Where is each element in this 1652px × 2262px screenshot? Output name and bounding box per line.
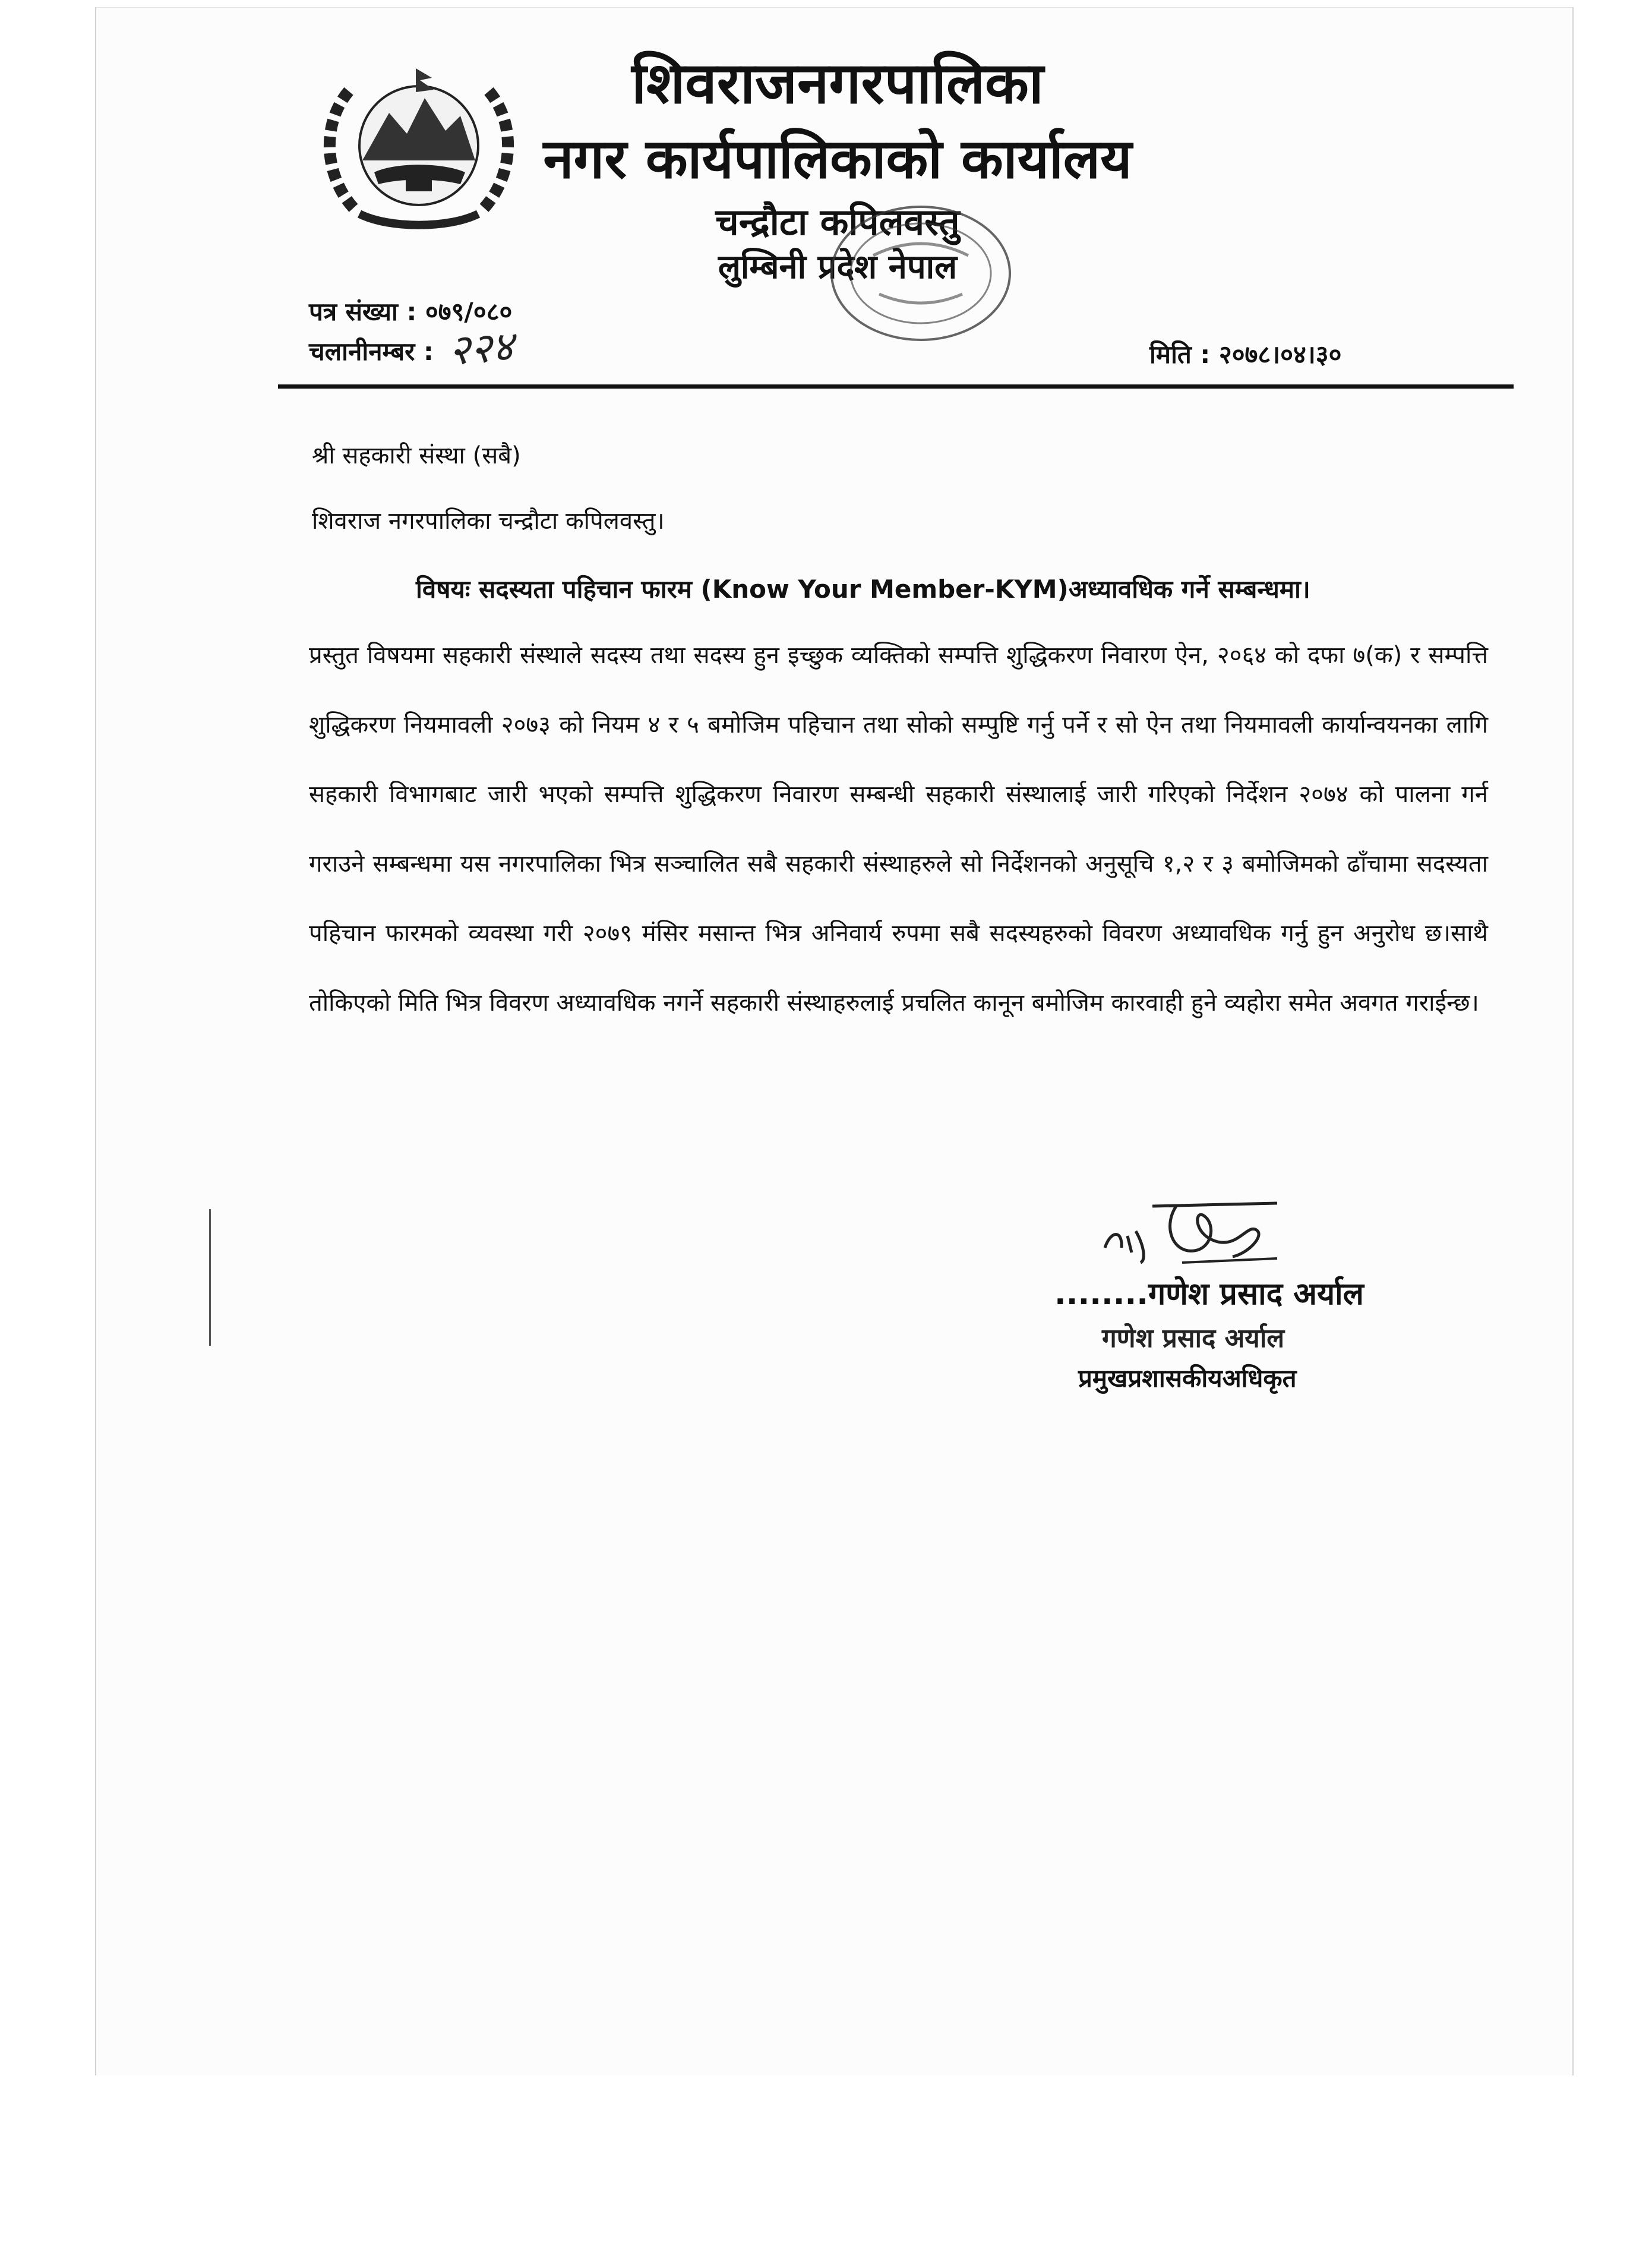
recipient-line-1: श्री सहकारी संस्था (सबै) bbox=[312, 442, 521, 469]
date-label: मिति : bbox=[1149, 340, 1211, 369]
signatory-stamp-text: गणेश प्रसाद अर्याल bbox=[1102, 1323, 1285, 1354]
official-stamp-icon bbox=[814, 190, 1028, 357]
letter-number-value: ०७९/०८० bbox=[425, 297, 513, 326]
letter-body: प्रस्तुत विषयमा सहकारी संस्थाले सदस्य तथा सदस्य हुन इच्छुक व्यक्तिको सम्पत्ति शुद्धिकरण निवारण ऐन, २०६४ को दफा ७(क) र सम्पत्ति शुद्धिकरण नियमावली २०७३ को नियम ४ र ५ बमोजिम पहिचान तथा सोको सम्पुष्टि गर्नु पर्ने र सो ऐन तथा नियमावली कार्यान्वयनका लागि सहकारी विभागबाट जारी भएको सम्पत्ति शुद्धिकरण निवारण सम्बन्धी सहकारी संस्थालाई जारी गरिएको निर्देशन २०७४ को पालना गर्न गराउने सम्बन्धमा यस नगरपालिका भित्र सञ्चालित सबै सहकारी संस्थाहरुले सो निर्देशनको अनुसूचि १,२ र ३ बमोजिमको ढाँचामा सदस्यता पहिचान फारमको व्यवस्था गरी २०७९ मंसिर मसान्त भित्र अनिवार्य रुपमा सबै सदस्यहरुको विवरण अध्यावधिक गर्नु हुन अनुरोध छ।साथै तोकिएको मिति भित्र विवरण अध्यावधिक नगर्ने सहकारी संस्थाहरुलाई प्रचलित कानून बमोजिम कारवाही हुने व्यहोरा समेत अवगत गराईन्छ। bbox=[309, 642, 1488, 1017]
header-divider bbox=[278, 384, 1514, 389]
dispatch-number-label: चलानीनम्बर : bbox=[309, 337, 434, 366]
office-location: चन्द्रौटा कपिलवस्तु bbox=[715, 200, 960, 244]
date-value: २०७८।०४।३० bbox=[1218, 340, 1342, 369]
signatory-name: ........गणेश प्रसाद अर्याल bbox=[1054, 1276, 1364, 1312]
dispatch-number-value: २२४ bbox=[447, 321, 516, 375]
margin-mark bbox=[209, 1209, 211, 1346]
office-name: नगर कार्यपालिकाको कार्यालय bbox=[543, 127, 1132, 191]
signature-icon bbox=[1099, 1188, 1295, 1272]
office-province: लुम्बिनी प्रदेश नेपाल bbox=[718, 248, 958, 286]
recipient-line-2: शिवराज नगरपालिका चन्द्रौटा कपिलवस्तु। bbox=[312, 507, 665, 535]
letter-number-label: पत्र संख्या : bbox=[309, 297, 417, 326]
letter-subject: विषयः सदस्यता पहिचान फारम (Know Your Member-KYM)अध्यावधिक गर्ने सम्बन्धमा। bbox=[416, 575, 1310, 604]
letter-date bbox=[1149, 337, 1341, 371]
municipality-name: शिवराजनगरपालिका bbox=[631, 50, 1044, 116]
signatory-title: प्रमुखप्रशासकीयअधिकृत bbox=[1078, 1364, 1297, 1393]
nepal-emblem-icon bbox=[318, 56, 520, 241]
